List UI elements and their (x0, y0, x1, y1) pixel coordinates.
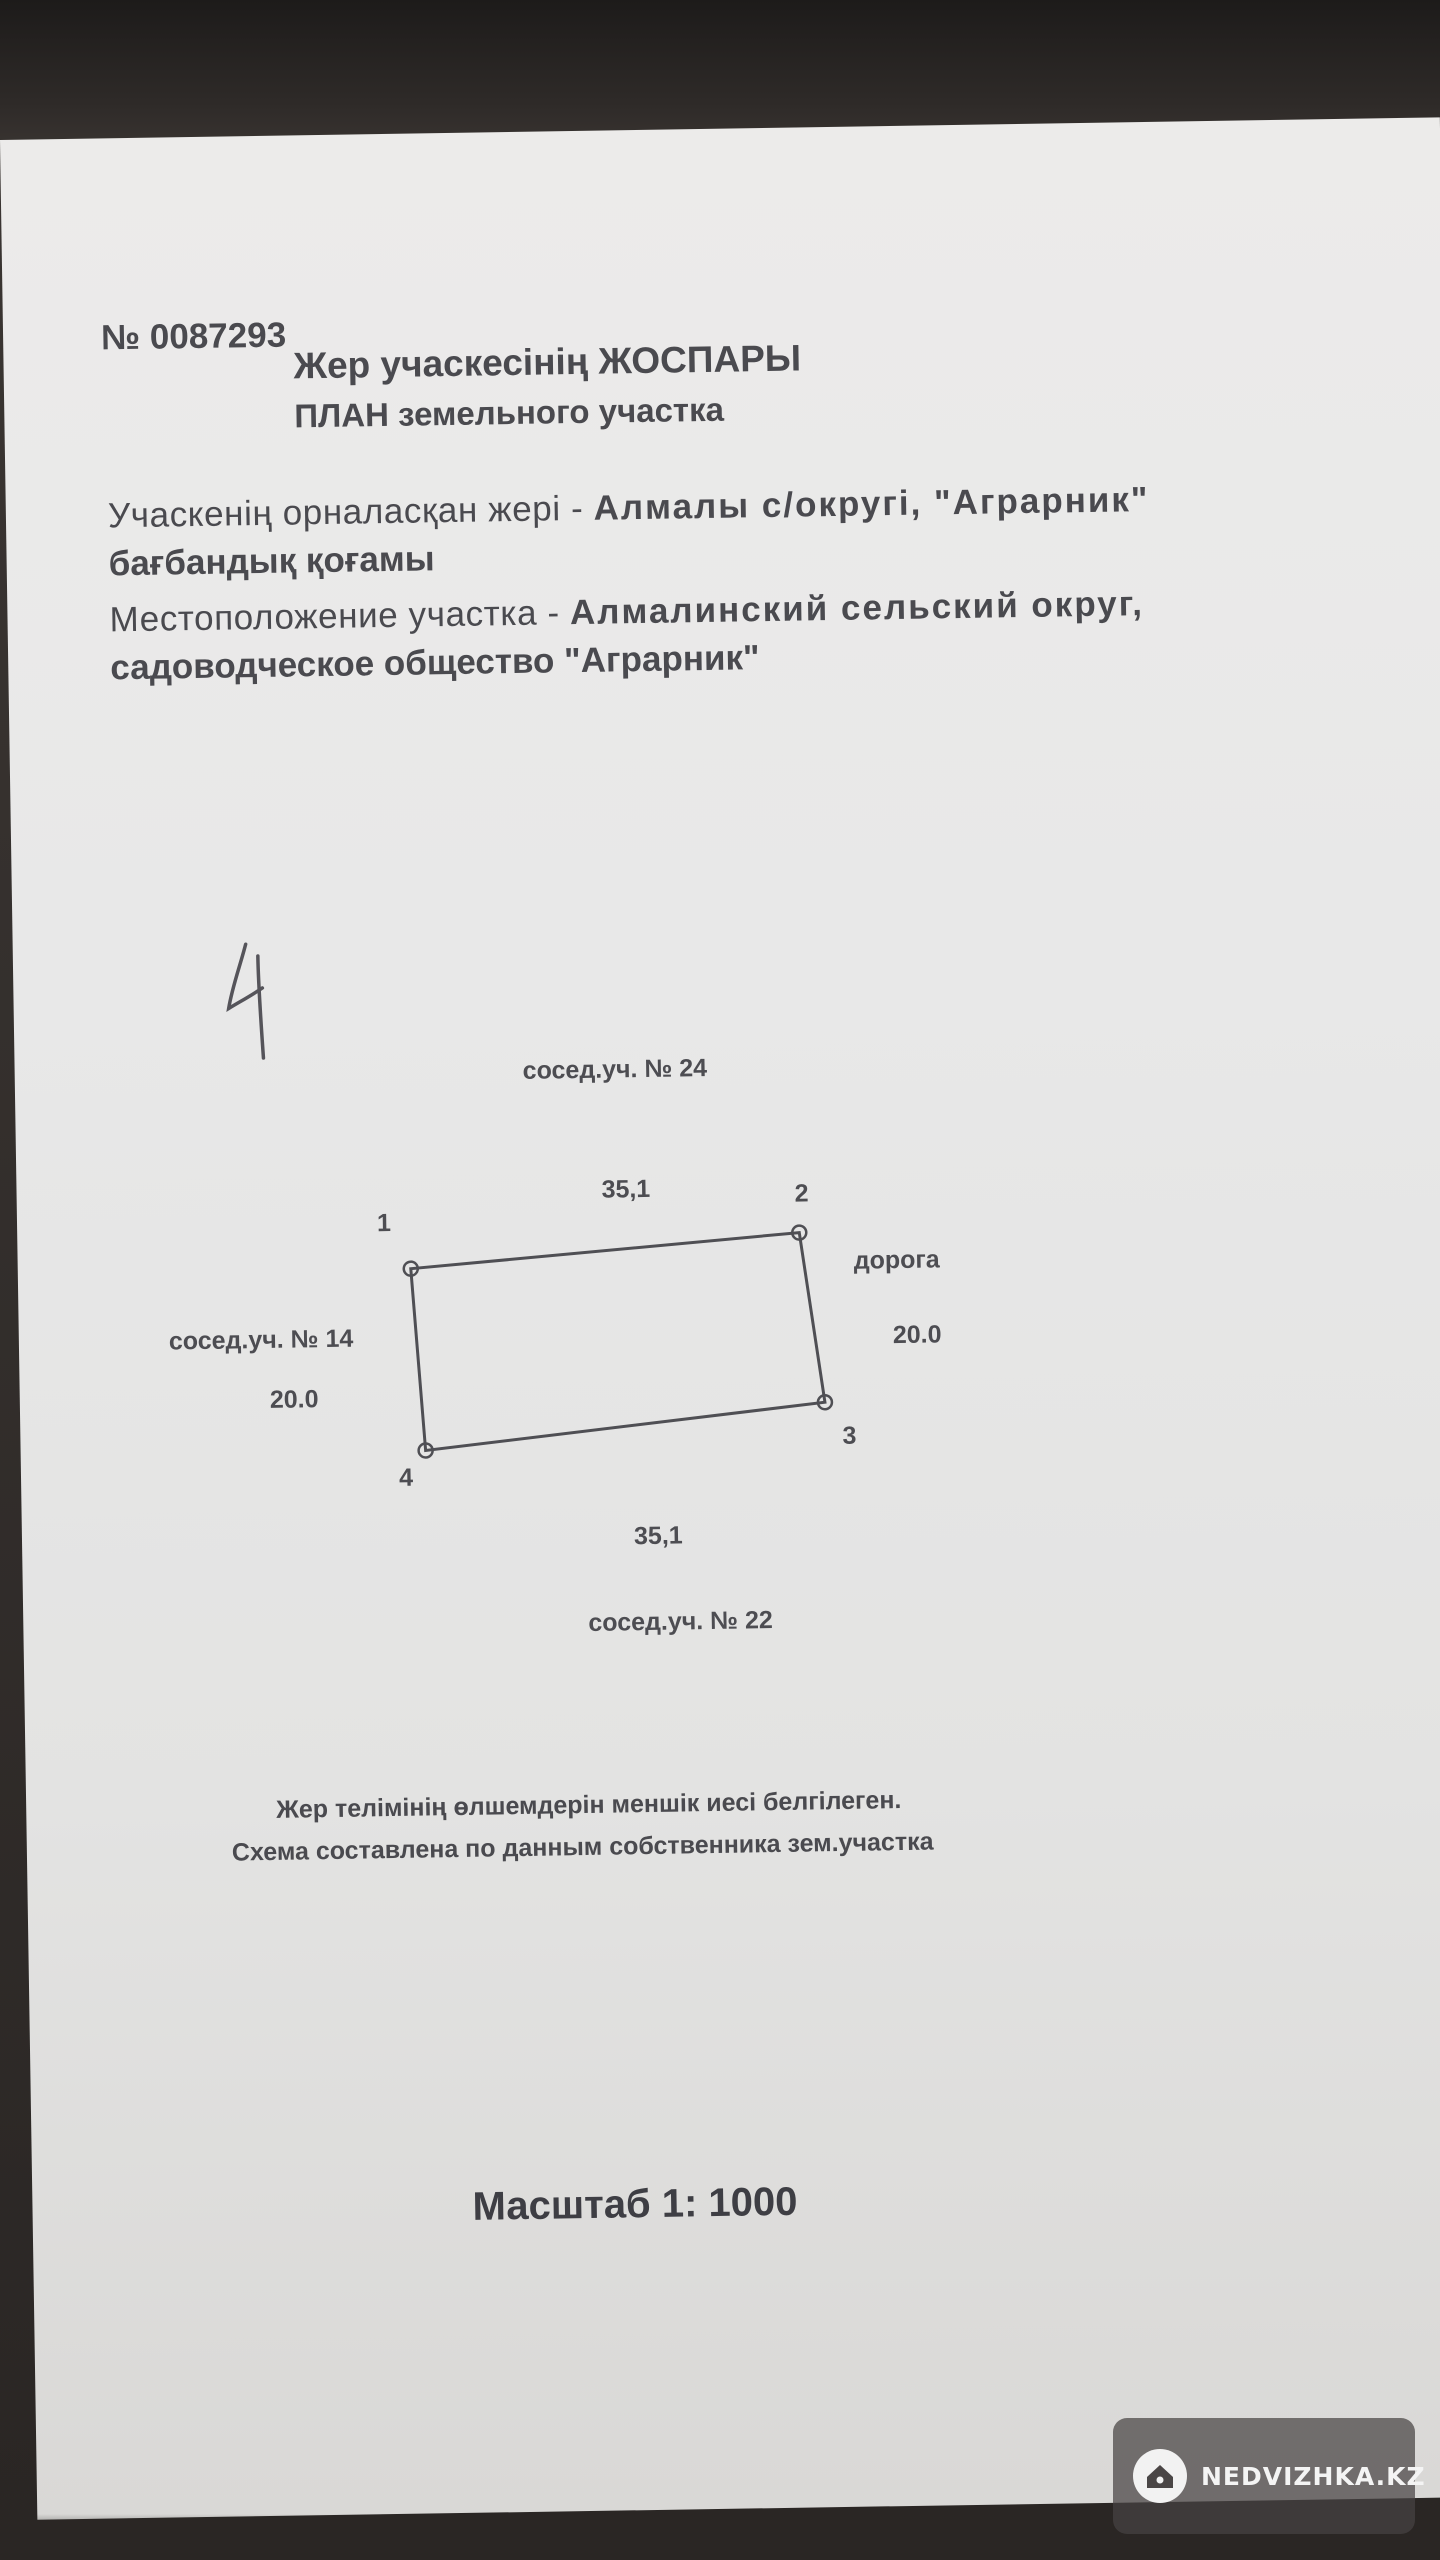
location-kazakh-value: Алмалы с/округі, "Аграрник" (593, 479, 1150, 528)
corner-label-2: 2 (794, 1179, 809, 1208)
location-russian-value: Алмалинский сельский округ, (569, 584, 1145, 633)
home-icon (1133, 2449, 1187, 2503)
note-russian: Схема составлена по данным собственника зем.участка (231, 1827, 934, 1867)
neighbor-right-label: дорога (853, 1245, 940, 1275)
neighbor-left-label: сосед.уч. № 14 (168, 1324, 354, 1356)
corner-label-1: 1 (376, 1208, 392, 1238)
note-kazakh: Жер телімінің өлшемдерін меншік иесі белгілеген. (276, 1786, 902, 1824)
side-right-length: 20.0 (892, 1320, 942, 1350)
watermark-text: NEDVIZHKA.KZ (1201, 2461, 1426, 2491)
location-russian-label: Местоположение участка - (109, 593, 571, 640)
document-number: № 0087293 (100, 315, 287, 358)
title-russian: ПЛАН земельного участка (294, 390, 725, 435)
location-russian-line-2: садоводческое общество "Аграрник" (109, 638, 760, 688)
document-page (0, 117, 1440, 2519)
neighbor-bottom-label: сосед.уч. № 22 (588, 1606, 773, 1637)
parcel-plan-diagram (0, 117, 1440, 2519)
corner-label-3: 3 (842, 1421, 857, 1450)
side-left-length: 20.0 (269, 1385, 319, 1414)
watermark-badge (1113, 2418, 1426, 2534)
corner-label-4: 4 (398, 1463, 414, 1492)
parcel-boundary (410, 1232, 825, 1450)
side-top-length: 35,1 (601, 1174, 651, 1204)
title-kazakh: Жер учаскесінің ЖОСПАРЫ (293, 337, 802, 387)
side-bottom-length: 35,1 (633, 1521, 683, 1551)
location-kazakh-line-2: бағбандық қоғамы (108, 539, 435, 584)
location-kazakh-label: Учаскенің орналасқан жері - (107, 488, 594, 536)
neighbor-top-label: сосед.уч. № 24 (522, 1054, 708, 1085)
scale-label: Масштаб 1: 1000 (472, 2179, 798, 2229)
